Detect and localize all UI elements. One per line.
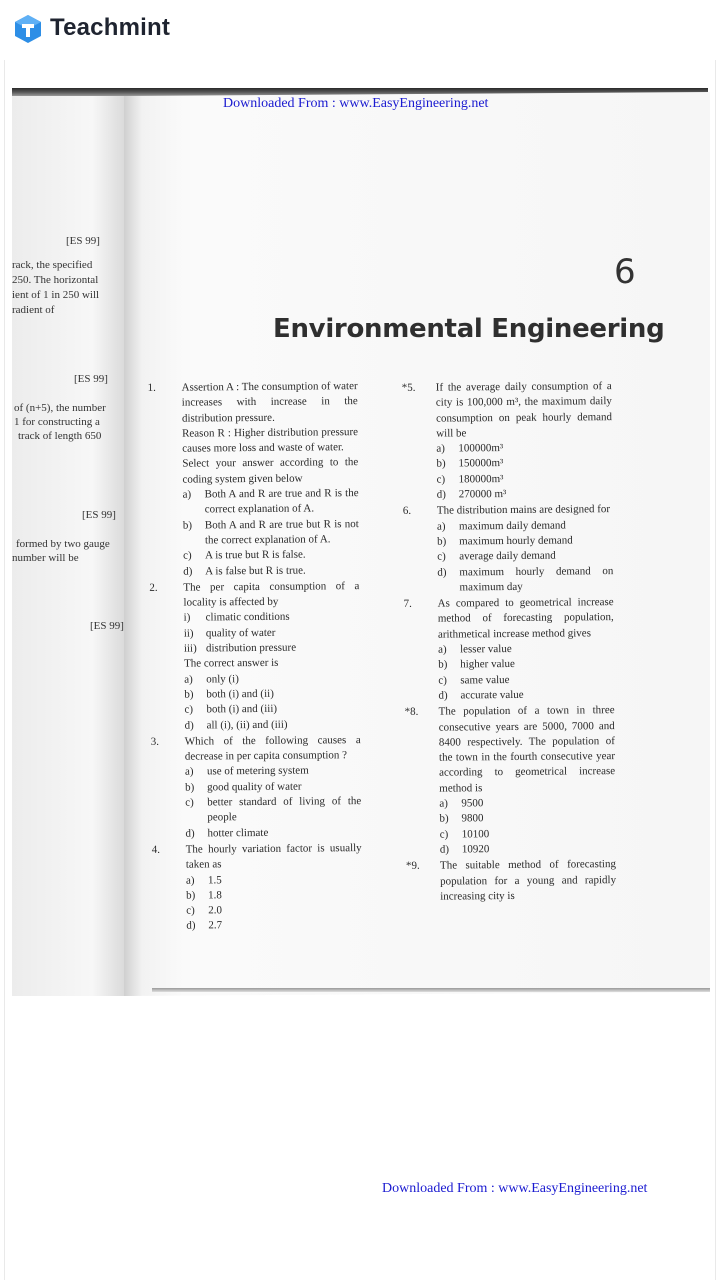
option-text: accurate value — [460, 688, 524, 702]
option-label: c) — [186, 904, 195, 917]
option-text: A is false but R is true. — [205, 564, 306, 577]
option-label: a) — [439, 797, 449, 810]
question-text — [152, 841, 362, 873]
left-page-fragment: [ES 99] — [74, 373, 108, 385]
question-number: *9. — [405, 859, 420, 873]
answer-option — [405, 810, 615, 827]
question-line: If the average daily consumption of a city is 100,000 m³, the maximum daily consumption on peak hourly demand will be — [435, 380, 613, 440]
answer-option — [406, 841, 616, 858]
option-text: 10100 — [461, 827, 490, 841]
option-label: c) — [183, 549, 192, 562]
question-number: 6. — [402, 505, 412, 518]
question-text — [148, 425, 358, 457]
question-line: The per capita consumption of a locality is affected by — [183, 579, 360, 609]
question-number: *5. — [401, 381, 416, 394]
answer-option — [152, 872, 362, 889]
answer-option — [150, 671, 360, 688]
answer-option — [151, 794, 361, 826]
download-notice-top: Downloaded From : www.EasyEngineering.net — [223, 96, 489, 111]
question-text — [150, 655, 360, 672]
answer-option — [403, 533, 613, 550]
option-text: both (i) and (ii) — [206, 687, 274, 701]
option-text: Both A and R are true and R is the correct explanation of A. — [204, 487, 359, 516]
left-page-fragment: of (n+5), the number — [14, 402, 106, 414]
option-label: d) — [183, 565, 193, 578]
app-header — [0, 0, 720, 60]
answer-option — [149, 486, 359, 518]
option-label: b) — [182, 519, 193, 532]
left-page-fragment: [ES 99] — [90, 620, 124, 632]
answer-option — [402, 456, 612, 473]
answer-option — [150, 701, 360, 718]
answer-option — [404, 687, 614, 704]
answer-option — [151, 717, 361, 734]
option-text: 180000m³ — [458, 472, 504, 486]
question-line: The population of a town in three consecutive years are 5000, 7000 and 8400 respectively. The population of the town in the fourth consecutive year according to geometrical increase method is — [438, 704, 616, 795]
answer-option — [149, 563, 359, 580]
option-label: d) — [437, 566, 447, 579]
option-text: 100000m³ — [458, 442, 504, 455]
option-label: a) — [184, 765, 194, 779]
option-label: iii) — [183, 642, 197, 655]
option-label: a) — [185, 874, 195, 887]
question-number: 2. — [149, 581, 158, 594]
question-line: Which of the following causes a decrease in per capita consumption ? — [184, 733, 361, 763]
scanned-page — [0, 88, 720, 1000]
question-number: 7. — [403, 598, 412, 611]
option-label: d) — [438, 689, 448, 702]
question-text — [406, 857, 616, 905]
answer-option — [150, 625, 360, 642]
answer-option — [152, 902, 362, 919]
answer-option — [403, 564, 613, 596]
brand-name: Teachmint — [50, 14, 171, 41]
option-label: a) — [436, 520, 446, 533]
answer-option — [151, 779, 361, 796]
option-text: average daily demand — [459, 549, 556, 563]
question-line: Assertion A : The consumption of water increases with increase in the distribution pressure. — [181, 380, 358, 425]
option-label: c) — [437, 550, 446, 563]
question-text — [151, 733, 361, 765]
teachmint-logo-icon — [14, 14, 42, 44]
option-text: use of metering system — [206, 764, 309, 778]
left-page-fragment: [ES 99] — [66, 235, 100, 247]
option-text: Both A and R are true but R is not the correct explanation of A. — [204, 517, 359, 547]
question-number: 4. — [151, 843, 160, 856]
answer-option — [403, 548, 613, 565]
question-text — [402, 379, 613, 442]
question-text — [149, 579, 359, 611]
answer-option — [403, 471, 613, 488]
option-text: quality of water — [205, 626, 276, 640]
answer-option — [149, 517, 359, 549]
option-label: a) — [438, 643, 447, 656]
option-label: b) — [439, 812, 449, 825]
question-text — [404, 595, 614, 643]
left-page-fragment: rack, the specified — [12, 259, 93, 271]
answer-option — [152, 917, 362, 934]
answer-option — [150, 610, 360, 627]
option-text: 1.5 — [207, 873, 222, 886]
option-label: d) — [184, 719, 194, 732]
left-page-fragment: number will be — [12, 552, 79, 564]
option-text: 270000 m³ — [458, 488, 507, 501]
question-text — [403, 502, 613, 519]
option-label: b) — [437, 535, 447, 548]
option-text: A is true but R is false. — [205, 548, 306, 562]
option-text: better standard of living of the people — [207, 795, 362, 824]
option-text: hotter climate — [207, 826, 269, 840]
option-label: d) — [439, 843, 450, 856]
option-text: climatic conditions — [205, 611, 290, 624]
answer-option — [403, 486, 613, 503]
option-text: both (i) and (iii) — [206, 703, 278, 716]
left-page-fragment: ient of 1 in 250 will — [12, 289, 100, 301]
option-text: maximum hourly demand — [459, 534, 573, 548]
option-label: b) — [186, 889, 196, 902]
question-line: The hourly variation factor is usually taken as — [185, 841, 362, 871]
answer-option — [406, 826, 616, 843]
option-label: ii) — [183, 627, 194, 640]
left-page-fragment: radient of — [12, 304, 55, 316]
option-text: good quality of water — [207, 780, 302, 794]
option-label: c) — [436, 473, 446, 486]
option-text: maximum daily demand — [458, 519, 566, 533]
answer-option — [404, 641, 614, 658]
question-column-left — [148, 379, 363, 935]
option-text: all (i), (ii) and (iii) — [206, 718, 288, 731]
option-label: c) — [184, 703, 194, 716]
chapter-number: 6 — [614, 252, 636, 292]
option-text: maximum hourly demand on maximum day — [459, 564, 614, 594]
option-label: a) — [184, 673, 193, 686]
question-line: The suitable method of forecasting population for a young and rapidly increasing city is — [439, 858, 617, 903]
answer-option — [402, 440, 612, 457]
option-text: same value — [460, 673, 510, 687]
option-text: 2.0 — [208, 904, 223, 917]
question-line: Reason R : Higher distribution pressure causes more loss and waste of water. — [181, 425, 359, 455]
option-text: higher value — [460, 658, 515, 671]
answer-option — [150, 686, 360, 703]
option-label: a) — [182, 488, 192, 501]
answer-option — [152, 887, 362, 904]
download-notice-bottom: Downloaded From : www.EasyEngineering.net — [382, 1181, 648, 1196]
answer-option — [404, 672, 614, 689]
answer-option — [151, 825, 361, 842]
question-text — [148, 379, 358, 427]
option-text: 150000m³ — [458, 457, 504, 470]
answer-option — [150, 640, 360, 657]
option-label: a) — [436, 442, 445, 455]
option-text: 9500 — [461, 797, 484, 810]
question-text — [148, 456, 358, 488]
option-text: 9800 — [461, 812, 484, 825]
left-page-fragment: formed by two gauge — [16, 538, 110, 550]
option-text: 2.7 — [208, 919, 223, 932]
left-page-fragment: 250. The horizontal — [12, 274, 99, 286]
option-text: 1.8 — [208, 889, 222, 902]
option-label: b) — [438, 658, 448, 671]
option-label: b) — [184, 688, 194, 701]
option-label: b) — [436, 458, 446, 471]
option-label: c) — [438, 674, 447, 687]
question-number: 3. — [150, 735, 160, 748]
option-label: c) — [185, 796, 194, 809]
left-page-fragment: [ES 99] — [82, 509, 116, 521]
option-label: c) — [439, 828, 449, 841]
option-label: d) — [186, 919, 196, 932]
question-text — [405, 703, 616, 797]
answer-option — [151, 764, 361, 781]
option-label: i) — [183, 612, 191, 625]
left-page-fragment: track of length 650 — [18, 430, 102, 442]
option-text: distribution pressure — [205, 641, 297, 655]
option-label: d) — [185, 827, 195, 840]
question-line: Select your answer according to the coding system given below — [182, 456, 359, 486]
page-bottom-edge — [152, 988, 710, 992]
option-label: d) — [436, 488, 446, 501]
question-number: 1. — [147, 381, 156, 394]
left-page-fragment: 1 for constructing a — [14, 416, 100, 428]
question-line: The correct answer is — [184, 657, 279, 670]
option-text: 10920 — [461, 843, 490, 856]
option-text: lesser value — [460, 643, 512, 656]
answer-option — [149, 547, 359, 564]
answer-option — [403, 518, 613, 535]
chapter-title: Environmental Engineering — [273, 314, 665, 344]
answer-option — [405, 795, 615, 812]
option-label: b) — [185, 781, 195, 794]
answer-option — [404, 656, 614, 673]
question-column-right — [402, 379, 617, 906]
question-line: As compared to geometrical increase method of forecasting population, arithmetical increase method gives — [437, 596, 614, 641]
question-line: The distribution mains are designed for — [436, 503, 611, 517]
option-text: only (i) — [206, 672, 239, 686]
question-number: *8. — [404, 706, 419, 719]
